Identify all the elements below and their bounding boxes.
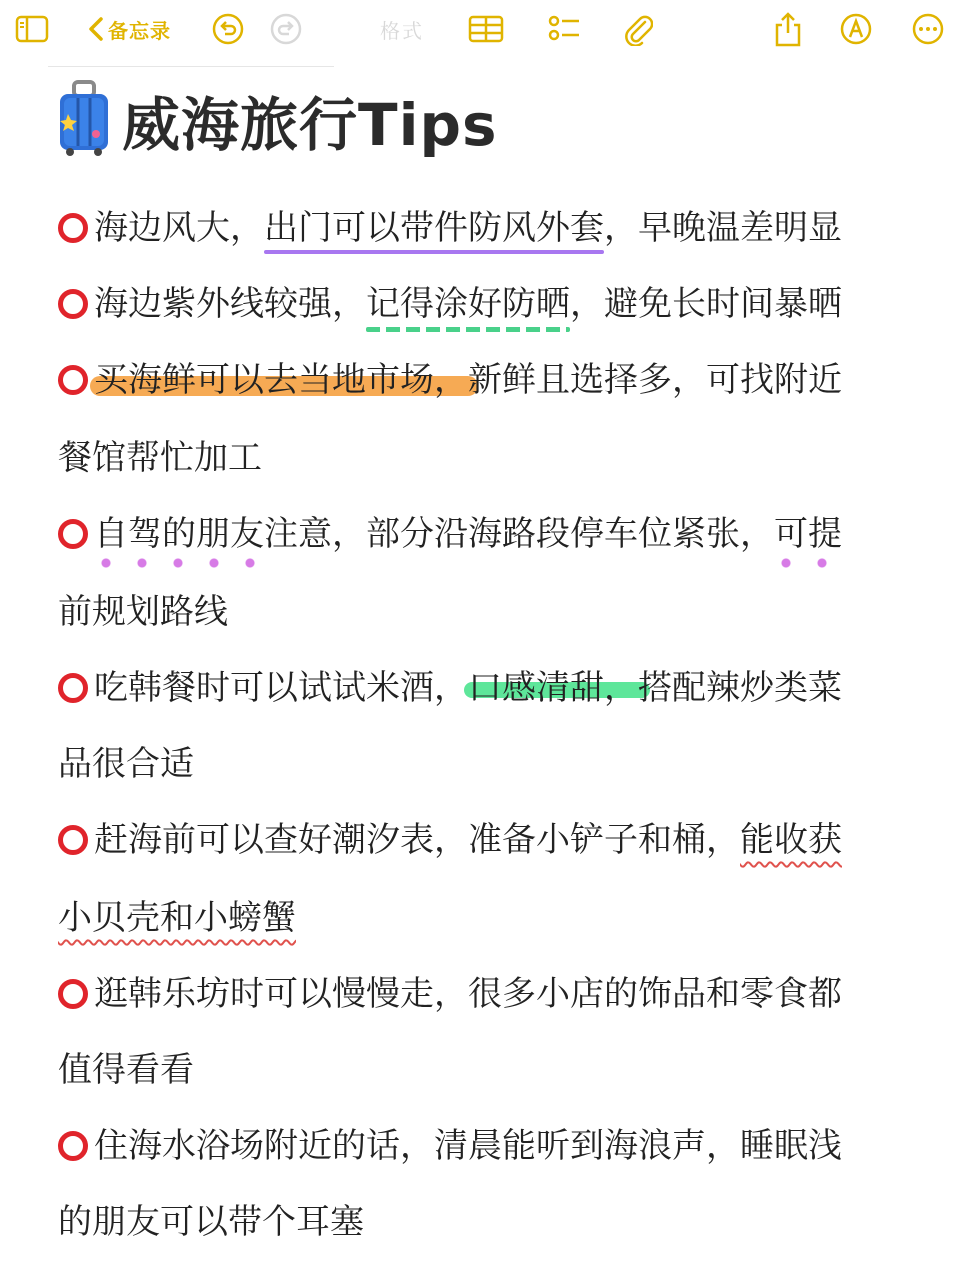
toolbar-divider (48, 66, 334, 67)
text-segment: 值得看看 (58, 1050, 194, 1090)
tip-line-continued[interactable] (58, 740, 194, 788)
tip-line-continued[interactable] (58, 894, 296, 942)
highlight-orange: 买海鲜可以去当地市场， (94, 356, 468, 404)
highlight-green: 口感清甜， (468, 664, 638, 712)
text-segment: 住海水浴场附近的话，清晨能听到海浪声，睡眠浅 (94, 1126, 842, 1166)
text-segment: 注意，部分沿海路段停车位紧张， (264, 514, 774, 554)
checklist-icon[interactable] (544, 10, 584, 48)
bullet-ring-icon (58, 1131, 88, 1161)
text-segment: 新鲜且选择多，可找附近 (468, 360, 842, 400)
text-segment: 前规划路线 (58, 592, 228, 632)
tip-line[interactable] (58, 280, 842, 328)
tip-line[interactable] (58, 664, 842, 712)
tip-line-continued[interactable] (58, 434, 262, 482)
format-button[interactable] (380, 10, 424, 48)
toolbar (0, 0, 958, 60)
text-segment: 餐馆帮忙加工 (58, 438, 262, 478)
more-icon[interactable] (910, 10, 946, 48)
paperclip-icon[interactable] (620, 10, 656, 48)
title-text: 威海旅行Tips (122, 91, 498, 159)
tip-line[interactable] (58, 356, 842, 404)
bullet-ring-icon (58, 519, 88, 549)
text-segment: 逛韩乐坊时可以慢慢走，很多小店的饰品和零食都 (94, 974, 842, 1014)
text-segment: 赶海前可以查好潮汐表，准备小铲子和桶， (94, 820, 740, 860)
share-icon[interactable] (770, 10, 806, 48)
bullet-ring-icon (58, 979, 88, 1009)
tip-line-continued[interactable] (58, 1198, 364, 1246)
undo-icon[interactable] (210, 10, 246, 48)
tip-line-continued[interactable] (58, 588, 228, 636)
tip-line[interactable] (58, 204, 842, 252)
text-segment: 吃韩餐时可以试试米酒， (94, 668, 468, 708)
text-segment: 海边风大， (94, 208, 264, 248)
chevron-left-icon (88, 16, 104, 42)
text-segment: ，避免长时间暴晒 (570, 284, 842, 324)
bullet-ring-icon (58, 365, 88, 395)
back-label: 备忘录 (108, 18, 171, 43)
tip-line[interactable] (58, 816, 842, 864)
highlight-red-wavy: 小贝壳和小螃蟹 (58, 898, 296, 938)
suitcase-icon (56, 80, 112, 160)
highlight-pink-dots: 自驾的朋友 (94, 510, 264, 558)
markup-icon[interactable] (838, 10, 874, 48)
text-segment: 品很合适 (58, 744, 194, 784)
highlight-pink-dots: 可提 (774, 510, 842, 558)
tip-line[interactable] (58, 970, 842, 1018)
bullet-ring-icon (58, 825, 88, 855)
highlight-purple: 出门可以带件防风外套 (264, 204, 604, 252)
tip-line-continued[interactable] (58, 1046, 194, 1094)
bullet-ring-icon (58, 673, 88, 703)
sidebar-icon[interactable] (12, 10, 52, 48)
back-button[interactable] (88, 10, 171, 48)
redo-icon[interactable] (268, 10, 304, 48)
highlight-red-wavy: 能收获 (740, 820, 842, 860)
text-segment: 海边紫外线较强， (94, 284, 366, 324)
note-title[interactable] (56, 80, 498, 160)
text-segment: 搭配辣炒类菜 (638, 668, 842, 708)
text-segment: ，早晚温差明显 (604, 208, 842, 248)
table-icon[interactable] (466, 10, 506, 48)
highlight-green-dashed: 记得涂好防晒 (366, 280, 570, 328)
tip-line[interactable] (58, 510, 842, 558)
bullet-ring-icon (58, 289, 88, 319)
bullet-ring-icon (58, 213, 88, 243)
tip-line[interactable] (58, 1122, 842, 1170)
text-segment: 的朋友可以带个耳塞 (58, 1202, 364, 1242)
format-label: 格式 (380, 18, 424, 43)
